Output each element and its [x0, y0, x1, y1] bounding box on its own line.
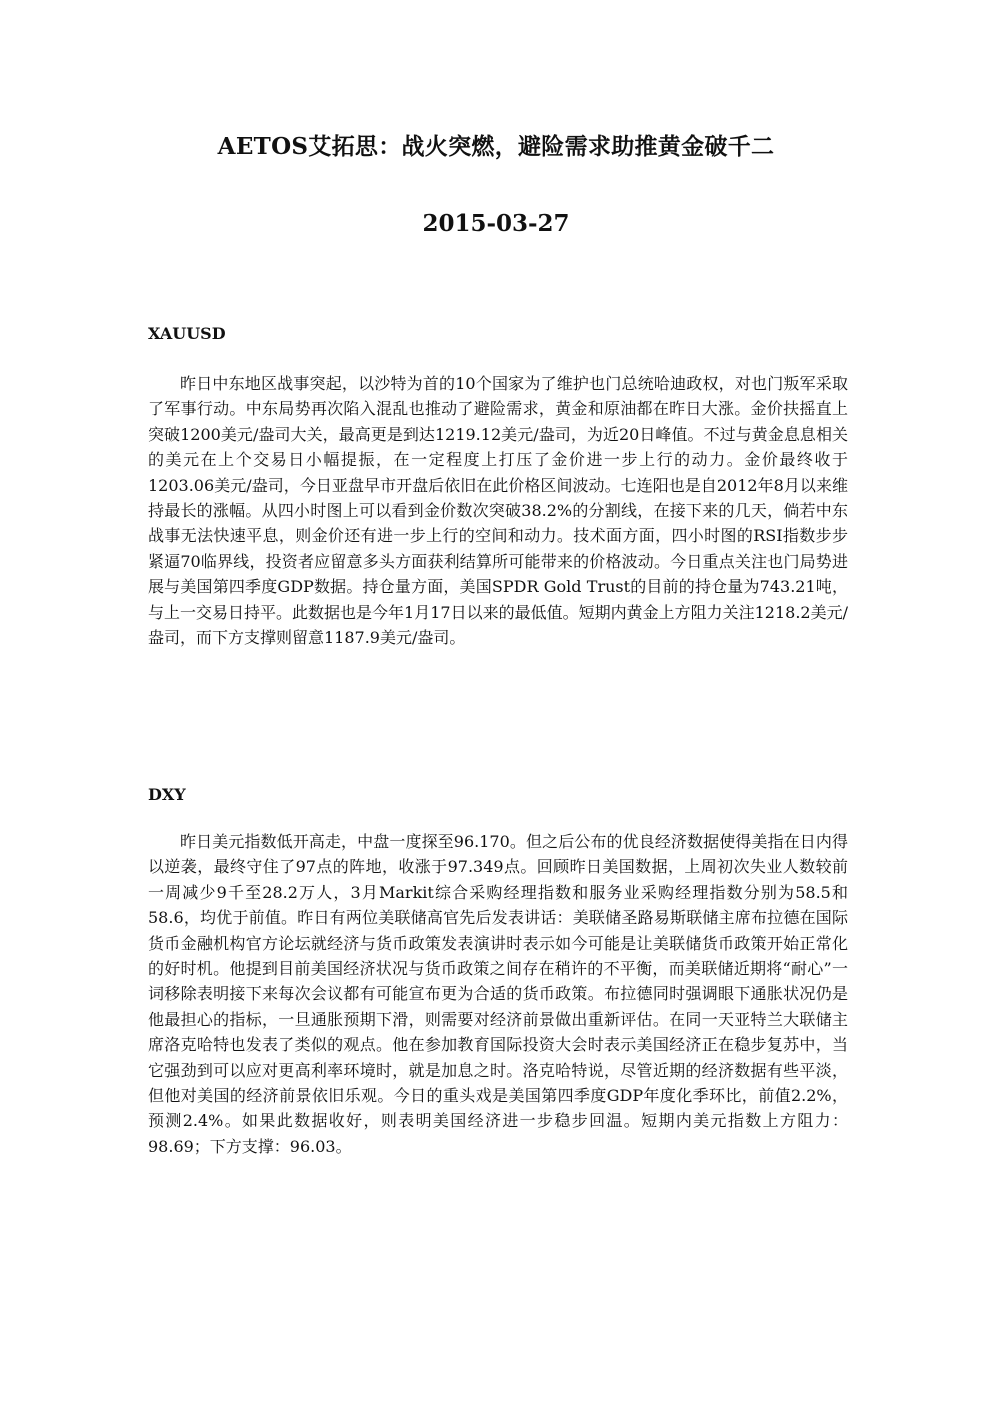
section-paragraph-xauusd: 昨日中东地区战事突起，以沙特为首的10个国家为了维护也门总统哈迪政权，对也门叛军采取了军事行动。中东局势再次陷入混乱也推动了避险需求，黄金和原油都在昨日大涨。金价扶摇直上突破1200美元/盎司大关，最高更是到达1219.12美元/盎司，为近20日峰值。不过与黄金息息相关的美元在上个交易日小幅提振，在一定程度上打压了金价进一步上行的动力。金价最终收于1203.06美元/盎司，今日亚盘早市开盘后依旧在此价格区间波动。七连阳也是自2012年8月以来维持最长的涨幅。从四小时图上可以看到金价数次突破38.2%的分割线，在接下来的几天，倘若中东战事无法快速平息，则金价还有进一步上行的空间和动力。技术面方面，四小时图的RSI指数步步紧逼70临界线，投资者应留意多头方面获利结算所可能带来的价格波动。今日重点关注也门局势进展与美国第四季度GDP数据。持仓量方面，美国SPDR Gold Trust的目前的持仓量为743.21吨，与上一交易日持平。此数据也是今年1月17日以来的最低值。短期内黄金上方阻力关注1218.2美元/盎司，而下方支撑则留意1187.9美元/盎司。	[148, 374, 848, 648]
section-heading-xauusd: XAUUSD	[148, 324, 226, 343]
document-date: 2015-03-27	[422, 210, 570, 237]
document-title: AETOS艾拓思：战火突燃，避险需求助推黄金破千二	[217, 133, 775, 160]
section-paragraph-dxy: 昨日美元指数低开高走，中盘一度探至96.170。但之后公布的优良经济数据使得美指在日内得以逆袭，最终守住了97点的阵地，收涨于97.349点。回顾昨日美国数据，上周初次失业人数较前一周减少9千至28.2万人，3月Markit综合采购经理指数和服务业采购经理指数分别为58.5和58.6，均优于前值。昨日有两位美联储高官先后发表讲话：美联储圣路易斯联储主席布拉德在国际货币金融机构官方论坛就经济与货币政策发表演讲时表示如今可能是让美联储货币政策开始正常化的好时机。他提到目前美国经济状况与货币政策之间存在稍许的不平衡，而美联储近期将“耐心”一词移除表明接下来每次会议都有可能宣布更为合适的货币政策。布拉德同时强调眼下通胀状况仍是他最担心的指标，一旦通胀预期下滑，则需要对经济前景做出重新评估。在同一天亚特兰大联储主席洛克哈特也发表了类似的观点。他在参加教育国际投资大会时表示美国经济正在稳步复苏中，当它强劲到可以应对更高利率环境时，就是加息之时。洛克哈特说，尽管近期的经济数据有些平淡，但他对美国的经济前景依旧乐观。今日的重头戏是美国第四季度GDP年度化季环比，前值2.2%，预测2.4%。如果此数据收好，则表明美国经济进一步稳步回温。短期内美元指数上方阻力：98.69；下方支撑：96.03。	[148, 832, 848, 1156]
section-heading-dxy: DXY	[148, 785, 186, 804]
